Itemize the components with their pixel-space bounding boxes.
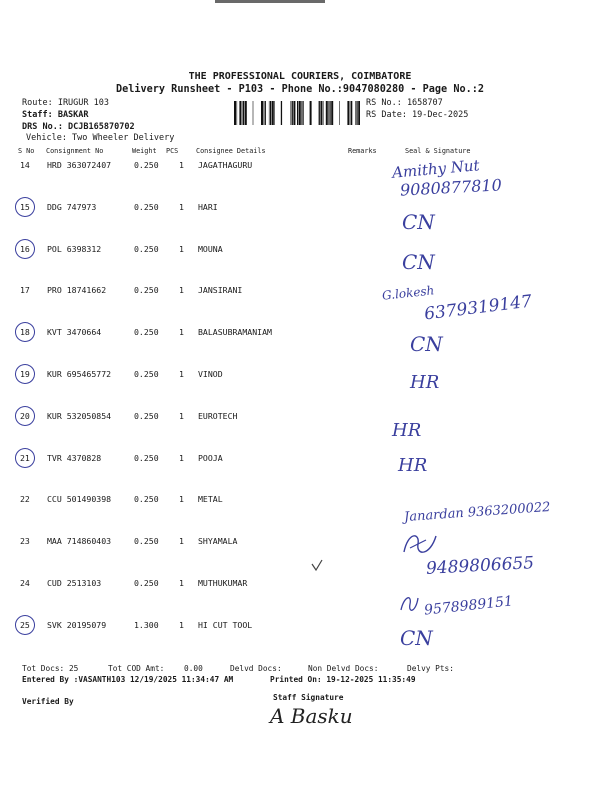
row-weight: 0.250 [134,160,159,170]
handwriting-22: Janardan 9363200022 [403,499,551,526]
entered-by: Entered By :VASANTH103 12/19/2025 11:34:47 AM [22,675,234,684]
col-weight: Weight [132,147,157,155]
handwriting-18: CN [410,332,443,356]
row-sno: 19 [20,369,30,379]
row-consignee: VINOD [198,369,223,379]
handwriting-25: CN [400,626,433,650]
rs-number: RS No.: 1658707 [366,98,443,108]
printed-on: Printed On: 19-12-2025 11:35:49 [270,675,416,684]
barcode-bar [319,101,320,125]
row-consignee: JANSIRANI [198,285,243,295]
col-sno: S No [18,147,35,155]
barcode-bar [310,101,312,125]
barcode-bar [329,101,330,125]
row-consignment: PRO 18741662 [47,285,107,295]
handwriting-16: CN [402,250,435,274]
row-sno: 22 [20,494,30,504]
barcode-bar [261,101,263,125]
row-circle-mark [13,362,37,386]
row-circle-mark [13,404,37,428]
verified-by: Verified By [22,697,74,706]
handwriting-15: CN [402,210,435,234]
row-sno: 17 [20,285,30,295]
row-weight: 0.250 [134,244,159,254]
row-weight: 0.250 [134,285,159,295]
row-consignment: KUR 695465772 [47,369,112,379]
row-sno: 14 [20,160,30,170]
row-consignee: JAGATHAGURU [198,160,253,170]
barcode-bar [253,101,254,125]
barcode-bar [239,101,241,125]
handwriting-14: Amithy Nut [391,156,481,182]
row-sno: 23 [20,536,30,546]
row-weight: 0.250 [134,411,159,421]
row-consignee: MUTHUKUMAR [198,578,248,588]
barcode-bar [265,101,266,125]
runsheet-title: Delivery Runsheet - P103 - Phone No.:9047080280 - Page No.:2 [115,84,484,95]
row-circle-mark [13,613,37,637]
row-consignment: POL 6398312 [47,244,102,254]
drs-label: DRS No.: DCJB165870702 [22,122,135,132]
tick-mark [310,558,324,574]
barcode-bar [269,101,270,125]
handwriting-14-phone: 9080877810 [399,175,503,200]
row-consignee: MOUNA [198,244,223,254]
row-weight: 0.250 [134,369,159,379]
barcode-bar [351,101,352,125]
row-sno: 21 [20,453,30,463]
row-consignee: HI CUT TOOL [198,620,253,630]
row-pcs: 1 [179,494,184,504]
row-weight: 0.250 [134,202,159,212]
row-consignment: CCU 501490398 [47,494,112,504]
row-consignment: CUD 2513103 [47,578,102,588]
initials-scribble-23 [400,530,440,560]
row-consignment: MAA 714860403 [47,536,112,546]
barcode-bar [328,101,329,125]
delvy-pts: Delvy Pts: [407,664,454,673]
rs-date: RS Date: 19-Dec-2025 [366,110,469,120]
row-pcs: 1 [179,202,184,212]
barcode-bar [274,101,275,125]
row-consignment: SVK 20195079 [47,620,107,630]
row-consignment: KVT 3470664 [47,327,102,337]
vehicle-label: Vehicle: Two Wheeler Delivery [26,133,175,143]
row-circle-mark [13,195,37,219]
handwriting-17: G.lokesh [381,283,435,303]
row-pcs: 1 [179,160,184,170]
row-pcs: 1 [179,453,184,463]
row-weight: 0.250 [134,327,159,337]
row-consignment: KUR 532050854 [47,411,112,421]
row-pcs: 1 [179,536,184,546]
barcode-bar [281,101,282,125]
barcode-bar [320,101,322,125]
row-circle-mark [13,237,37,261]
route-label: Route: IRUGUR 103 [22,98,109,108]
row-sno: 24 [20,578,30,588]
handwriting-20: HR [392,420,422,441]
row-pcs: 1 [179,369,184,379]
row-consignee: METAL [198,494,223,504]
barcode-bar [245,101,247,125]
barcode-bar [326,101,328,125]
company-title: THE PROFESSIONAL COURIERS, COIMBATORE [188,71,412,82]
row-pcs: 1 [179,327,184,337]
row-consignee: POOJA [198,453,223,463]
staff-signature: A Basku [270,704,353,728]
row-sno: 25 [20,620,30,630]
barcode-bar [264,101,265,125]
barcode-bar [301,101,302,125]
delvd-docs: Delvd Docs: [230,664,282,673]
row-weight: 1.300 [134,620,159,630]
barcode-bar [331,101,333,125]
row-consignment: DDG 747973 [47,202,97,212]
initials-scribble-24 [398,592,420,614]
col-remarks: Remarks [348,147,377,155]
staff-signature-label: Staff Signature [273,693,344,702]
row-weight: 0.250 [134,578,159,588]
tot-docs: Tot Docs: 25 [22,664,79,673]
row-circle-mark [13,446,37,470]
non-delvd-docs: Non Delvd Docs: [308,664,379,673]
barcode-bar [323,101,324,125]
row-consignee: HARI [198,202,218,212]
row-consignee: EUROTECH [198,411,238,421]
row-weight: 0.250 [134,536,159,546]
handwriting-24: 9578989151 [423,593,514,619]
staff-label: Staff: BASKAR [22,110,89,120]
row-pcs: 1 [179,578,184,588]
row-sno: 20 [20,411,30,421]
barcode-bar [234,101,236,125]
barcode-bar [237,101,238,125]
row-weight: 0.250 [134,494,159,504]
barcode-bar [292,101,293,125]
row-consignee: BALASUBRAMANIAM [198,327,272,337]
barcode-bar [299,101,301,125]
barcode-bar [272,101,274,125]
row-pcs: 1 [179,411,184,421]
scan-artifact [215,0,325,3]
handwriting-21: HR [398,455,428,476]
barcode-bar [270,101,271,125]
row-sno: 16 [20,244,30,254]
barcode-bar [339,101,340,125]
col-consignment: Consignment No [46,147,104,155]
row-consignee: SHYAMALA [198,536,238,546]
barcode-bar [291,101,292,125]
row-pcs: 1 [179,285,184,295]
tot-cod-value: 0.00 [184,664,203,673]
tot-cod-label: Tot COD Amt: [108,664,165,673]
row-consignment: TVR 4370828 [47,453,102,463]
row-pcs: 1 [179,244,184,254]
handwriting-19: HR [410,372,440,393]
barcode-bar [350,101,351,125]
barcode-bar [293,101,295,125]
row-sno: 18 [20,327,30,337]
row-sno: 15 [20,202,30,212]
barcode-bar [297,101,298,125]
col-consignee: Consignee Details [196,147,266,155]
col-seal: Seal & Signature [405,147,471,155]
row-circle-mark [13,320,37,344]
barcode-bar [347,101,349,125]
barcode-bar [302,101,303,125]
row-pcs: 1 [179,620,184,630]
barcode [234,101,360,125]
barcode-bar [358,101,360,125]
barcode-bar [243,101,244,125]
handwriting-23: 9489806655 [425,553,535,579]
barcode-bar [356,101,357,125]
barcode-bar [355,101,356,125]
barcode-bar [242,101,243,125]
col-pcs: PCS [166,147,179,155]
row-consignment: HRD 363072407 [47,160,112,170]
handwriting-17-phone: 6379319147 [423,291,533,325]
row-weight: 0.250 [134,453,159,463]
